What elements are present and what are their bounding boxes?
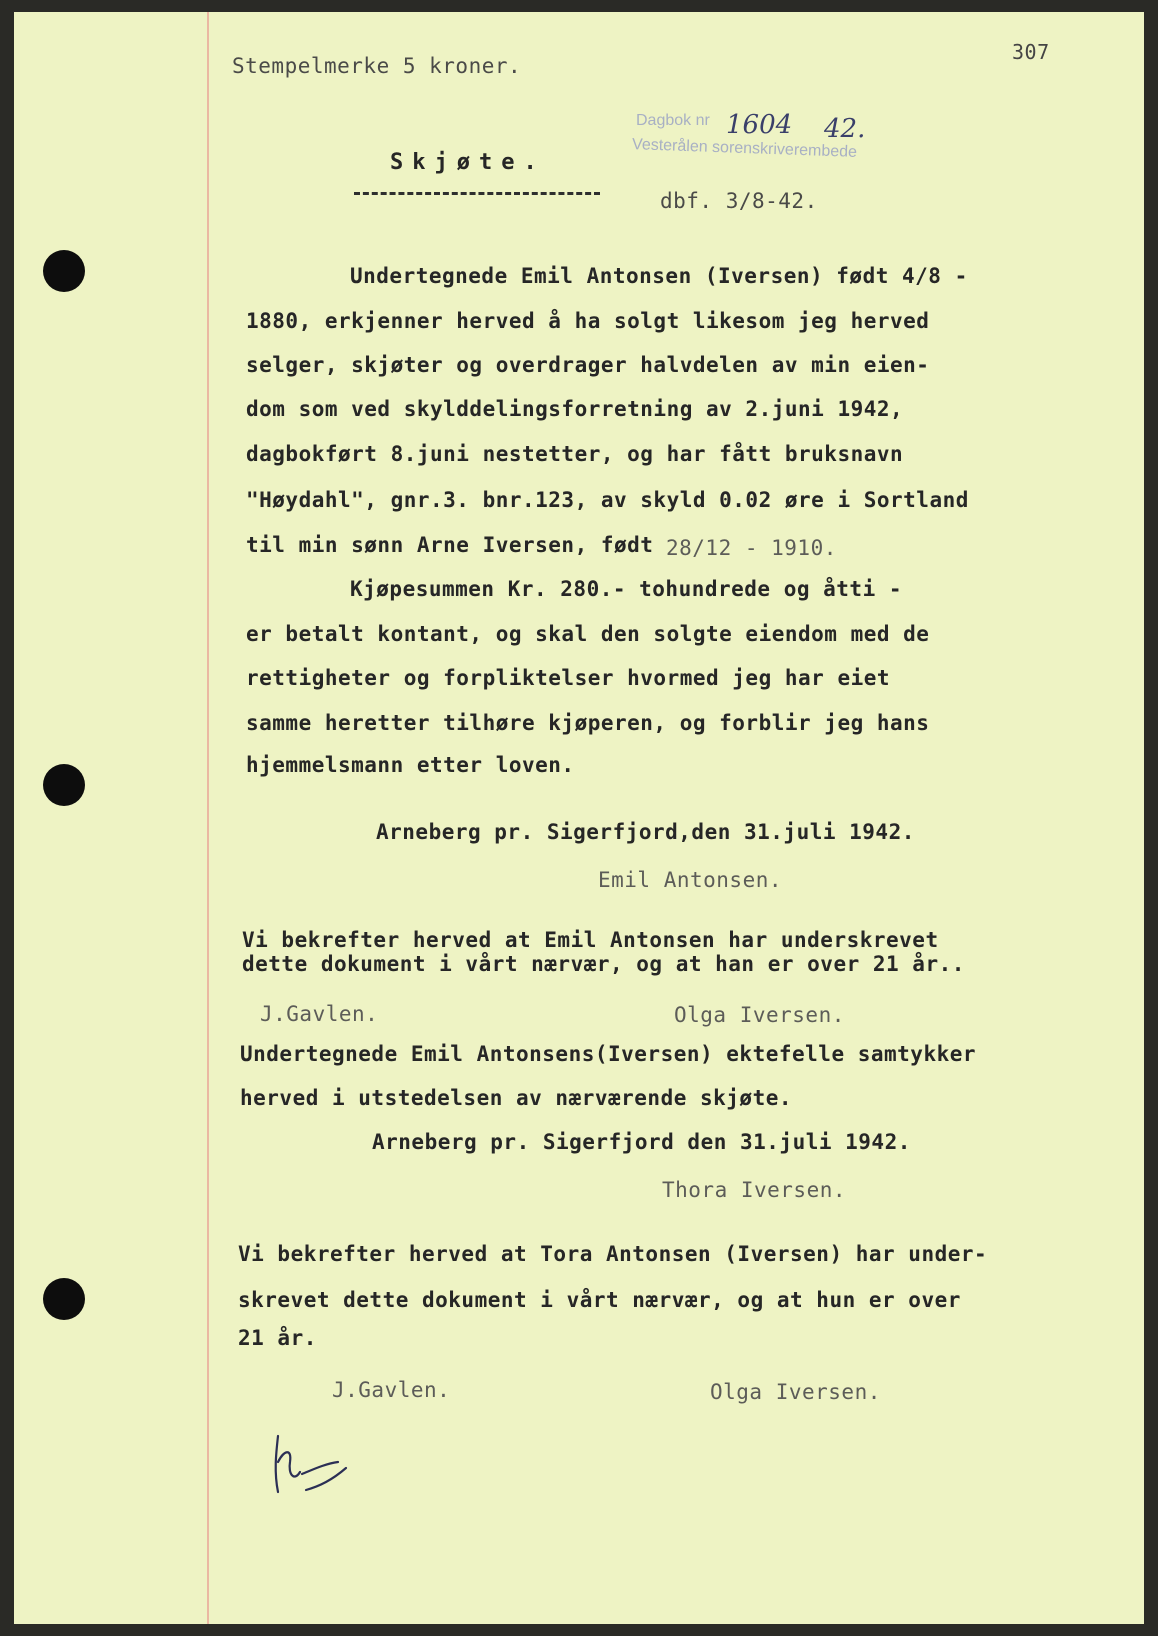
registry-year: 42.: [824, 114, 866, 144]
body-line: "Høydahl", gnr.3. bnr.123, av skyld 0.02 øre i Sortland: [246, 488, 969, 512]
body-line: er betalt kontant, og skal den solgte eiendom med de: [246, 622, 930, 646]
dbf-date: dbf. 3/8-42.: [660, 189, 818, 213]
witness-statement-line: 21 år.: [238, 1326, 317, 1350]
margin-line: [207, 12, 209, 1624]
page-number: 307: [1012, 40, 1050, 64]
witness-gavlen-2: J.Gavlen.: [332, 1378, 451, 1402]
body-line: selger, skjøter og overdrager halvdelen av min eien-: [246, 353, 930, 377]
witness-statement-line: Vi bekrefter herved at Emil Antonsen har underskrevet: [242, 928, 939, 952]
witness-statement-line: Vi bekrefter herved at Tora Antonsen (Iversen) har under-: [238, 1242, 988, 1266]
signature-emil: Emil Antonsen.: [598, 868, 783, 892]
witness-olga-2: Olga Iversen.: [710, 1380, 881, 1404]
registry-stamp-line2: Vesterålen sorenskriverembede: [631, 136, 858, 161]
stamp-note: Stempelmerke 5 kroner.: [232, 54, 522, 78]
body-line: til min sønn Arne Iversen, født: [246, 533, 654, 557]
body-line: samme heretter tilhøre kjøperen, og forblir jeg hans: [246, 711, 930, 735]
signature-thora: Thora Iversen.: [662, 1178, 847, 1202]
body-line: rettigheter og forpliktelser hvormed jeg har eiet: [246, 666, 891, 690]
document-page: [14, 12, 1144, 1624]
body-line: dom som ved skylddelingsforretning av 2.juni 1942,: [246, 397, 904, 421]
consent-line: Undertegnede Emil Antonsens(Iversen) ektefelle samtykker: [240, 1042, 977, 1066]
birth-date: 28/12 - 1910.: [666, 536, 837, 560]
clerk-initials-signature: [266, 1428, 356, 1498]
witness-statement-line: dette dokument i vårt nærvær, og at han er over 21 år..: [242, 952, 965, 976]
witness-statement-line: skrevet dette dokument i vårt nærvær, og at hun er over: [238, 1288, 961, 1312]
place-date-2: Arneberg pr. Sigerfjord den 31.juli 1942.: [372, 1130, 911, 1154]
registry-stamp-line1: Dagbok nr: [636, 112, 710, 129]
body-line: hjemmelsmann etter loven.: [246, 753, 575, 777]
registry-number: 1604: [726, 110, 793, 140]
body-line: Undertegnede Emil Antonsen (Iversen) født 4/8 -: [350, 264, 968, 288]
punch-hole-top: [43, 250, 85, 292]
punch-hole-bottom: [43, 1278, 85, 1320]
body-line: 1880, erkjenner herved å ha solgt likesom jeg herved: [246, 309, 930, 333]
witness-olga-1: Olga Iversen.: [674, 1003, 845, 1027]
place-date-1: Arneberg pr. Sigerfjord,den 31.juli 1942.: [376, 820, 915, 844]
consent-line: herved i utstedelsen av nærværende skjøte.: [240, 1086, 793, 1110]
document-title: Skjøte.: [390, 150, 546, 175]
body-line: Kjøpesummen Kr. 280.- tohundrede og åtti -: [350, 577, 903, 601]
witness-gavlen-1: J.Gavlen.: [260, 1002, 379, 1026]
punch-hole-middle: [43, 764, 85, 806]
title-underline: [354, 192, 600, 195]
body-line: dagbokført 8.juni nestetter, og har fått bruksnavn: [246, 442, 904, 466]
